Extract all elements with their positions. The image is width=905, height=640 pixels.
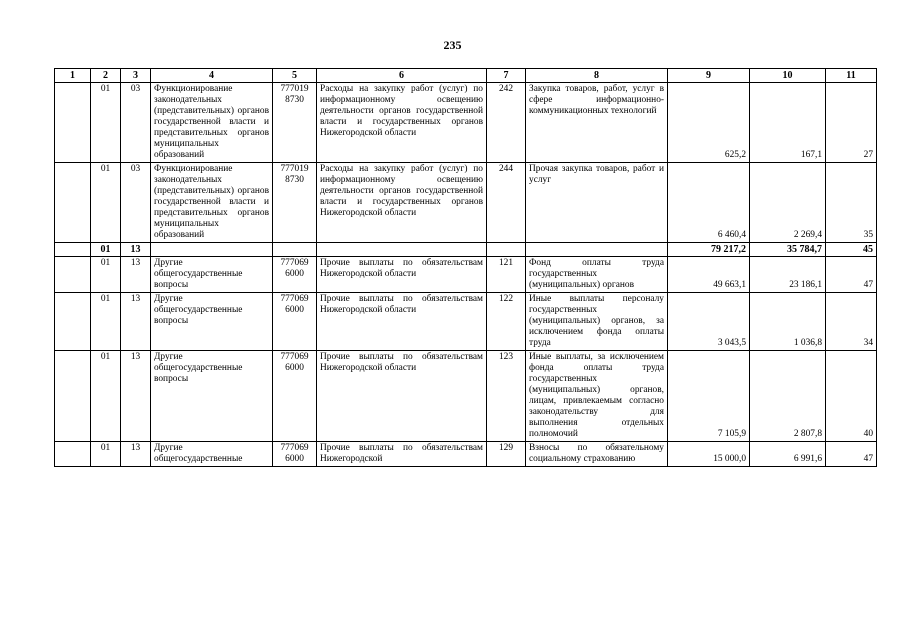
row-number-cell xyxy=(55,351,91,442)
target-article-name-cell: Прочие выплаты по обязательствам Нижегородской области xyxy=(317,293,487,351)
table-row xyxy=(55,293,877,351)
expense-type-cell: 244 xyxy=(487,163,526,243)
percent-cell: 47 xyxy=(826,442,877,467)
row-number-cell xyxy=(55,442,91,467)
target-article-name-cell: Расходы на закупку работ (услуг) по информационному освещению деятельности органов государственной власти и государственных органов Нижегородской области xyxy=(317,163,487,243)
subsection-cell: 13 xyxy=(121,243,151,257)
planned-amount-cell: 625,2 xyxy=(668,83,750,163)
expense-type-cell: 129 xyxy=(487,442,526,467)
target-article-name-cell: Прочие выплаты по обязательствам Нижегородской xyxy=(317,442,487,467)
column-header: 1 xyxy=(55,69,91,83)
section-name-cell: Другие общегосударственные xyxy=(151,442,273,467)
percent-cell: 47 xyxy=(826,257,877,293)
executed-amount-cell: 6 991,6 xyxy=(750,442,826,467)
row-number-cell xyxy=(55,83,91,163)
percent-cell: 45 xyxy=(826,243,877,257)
subsection-cell: 03 xyxy=(121,163,151,243)
expense-type-name-cell: Фонд оплаты труда государственных (муниципальных) органов xyxy=(526,257,668,293)
section-cell: 01 xyxy=(91,163,121,243)
subsection-cell: 03 xyxy=(121,83,151,163)
row-number-cell xyxy=(55,243,91,257)
executed-amount-cell: 23 186,1 xyxy=(750,257,826,293)
target-article-cell xyxy=(273,243,317,257)
executed-amount-cell: 167,1 xyxy=(750,83,826,163)
expense-type-name-cell: Взносы по обязательному социальному страхованию xyxy=(526,442,668,467)
table-row xyxy=(55,83,877,163)
table-header-row xyxy=(55,69,877,83)
section-cell: 01 xyxy=(91,351,121,442)
row-number-cell xyxy=(55,293,91,351)
target-article-cell: 777069 6000 xyxy=(273,442,317,467)
executed-amount-cell: 2 807,8 xyxy=(750,351,826,442)
subsection-cell: 13 xyxy=(121,257,151,293)
budget-table xyxy=(54,68,877,467)
percent-cell: 35 xyxy=(826,163,877,243)
planned-amount-cell: 3 043,5 xyxy=(668,293,750,351)
section-cell: 01 xyxy=(91,243,121,257)
target-article-name-cell: Прочие выплаты по обязательствам Нижегородской области xyxy=(317,351,487,442)
target-article-cell: 777019 8730 xyxy=(273,163,317,243)
target-article-name-cell xyxy=(317,243,487,257)
section-cell: 01 xyxy=(91,442,121,467)
subsection-cell: 13 xyxy=(121,442,151,467)
target-article-cell: 777069 6000 xyxy=(273,351,317,442)
percent-cell: 27 xyxy=(826,83,877,163)
expense-type-name-cell xyxy=(526,243,668,257)
column-header: 2 xyxy=(91,69,121,83)
column-header: 10 xyxy=(750,69,826,83)
expense-type-cell xyxy=(487,243,526,257)
subtotal-row xyxy=(55,243,877,257)
section-name-cell: Другие общегосударственные вопросы xyxy=(151,293,273,351)
table-row xyxy=(55,257,877,293)
column-header: 3 xyxy=(121,69,151,83)
section-cell: 01 xyxy=(91,83,121,163)
row-number-cell xyxy=(55,257,91,293)
section-name-cell xyxy=(151,243,273,257)
target-article-name-cell: Прочие выплаты по обязательствам Нижегородской области xyxy=(317,257,487,293)
target-article-cell: 777069 6000 xyxy=(273,257,317,293)
expense-type-cell: 122 xyxy=(487,293,526,351)
planned-amount-cell: 7 105,9 xyxy=(668,351,750,442)
expense-type-name-cell: Прочая закупка товаров, работ и услуг xyxy=(526,163,668,243)
planned-amount-cell: 79 217,2 xyxy=(668,243,750,257)
expense-type-cell: 123 xyxy=(487,351,526,442)
expense-type-cell: 242 xyxy=(487,83,526,163)
section-name-cell: Другие общегосударственные вопросы xyxy=(151,351,273,442)
percent-cell: 34 xyxy=(826,293,877,351)
section-name-cell: Функционирование законодательных (представительных) органов государственной власти и представительных органов муниципальных образований xyxy=(151,83,273,163)
page-number: 235 xyxy=(443,38,462,52)
column-header: 9 xyxy=(668,69,750,83)
executed-amount-cell: 35 784,7 xyxy=(750,243,826,257)
percent-cell: 40 xyxy=(826,351,877,442)
expense-type-name-cell: Закупка товаров, работ, услуг в сфере информационно-коммуникационных технологий xyxy=(526,83,668,163)
column-header: 4 xyxy=(151,69,273,83)
row-number-cell xyxy=(55,163,91,243)
column-header: 11 xyxy=(826,69,877,83)
table-row xyxy=(55,163,877,243)
section-name-cell: Функционирование законодательных (представительных) органов государственной власти и представительных органов муниципальных образований xyxy=(151,163,273,243)
section-name-cell: Другие общегосударственные вопросы xyxy=(151,257,273,293)
section-cell: 01 xyxy=(91,257,121,293)
executed-amount-cell: 1 036,8 xyxy=(750,293,826,351)
executed-amount-cell: 2 269,4 xyxy=(750,163,826,243)
subsection-cell: 13 xyxy=(121,293,151,351)
table-row xyxy=(55,351,877,442)
column-header: 5 xyxy=(273,69,317,83)
planned-amount-cell: 6 460,4 xyxy=(668,163,750,243)
expense-type-name-cell: Иные выплаты персоналу государственных (муниципальных) органов, за исключением фонда оплаты труда xyxy=(526,293,668,351)
planned-amount-cell: 49 663,1 xyxy=(668,257,750,293)
column-header: 7 xyxy=(487,69,526,83)
expense-type-name-cell: Иные выплаты, за исключением фонда оплаты труда государственных (муниципальных) органов, лицам, привлекаемым согласно законодательству для выполнения отдельных полномочий xyxy=(526,351,668,442)
planned-amount-cell: 15 000,0 xyxy=(668,442,750,467)
table-body xyxy=(55,83,877,467)
subsection-cell: 13 xyxy=(121,351,151,442)
table-row xyxy=(55,442,877,467)
target-article-cell: 777019 8730 xyxy=(273,83,317,163)
column-header: 8 xyxy=(526,69,668,83)
target-article-cell: 777069 6000 xyxy=(273,293,317,351)
expense-type-cell: 121 xyxy=(487,257,526,293)
section-cell: 01 xyxy=(91,293,121,351)
target-article-name-cell: Расходы на закупку работ (услуг) по информационному освещению деятельности органов государственной власти и государственных органов Нижегородской области xyxy=(317,83,487,163)
column-header: 6 xyxy=(317,69,487,83)
